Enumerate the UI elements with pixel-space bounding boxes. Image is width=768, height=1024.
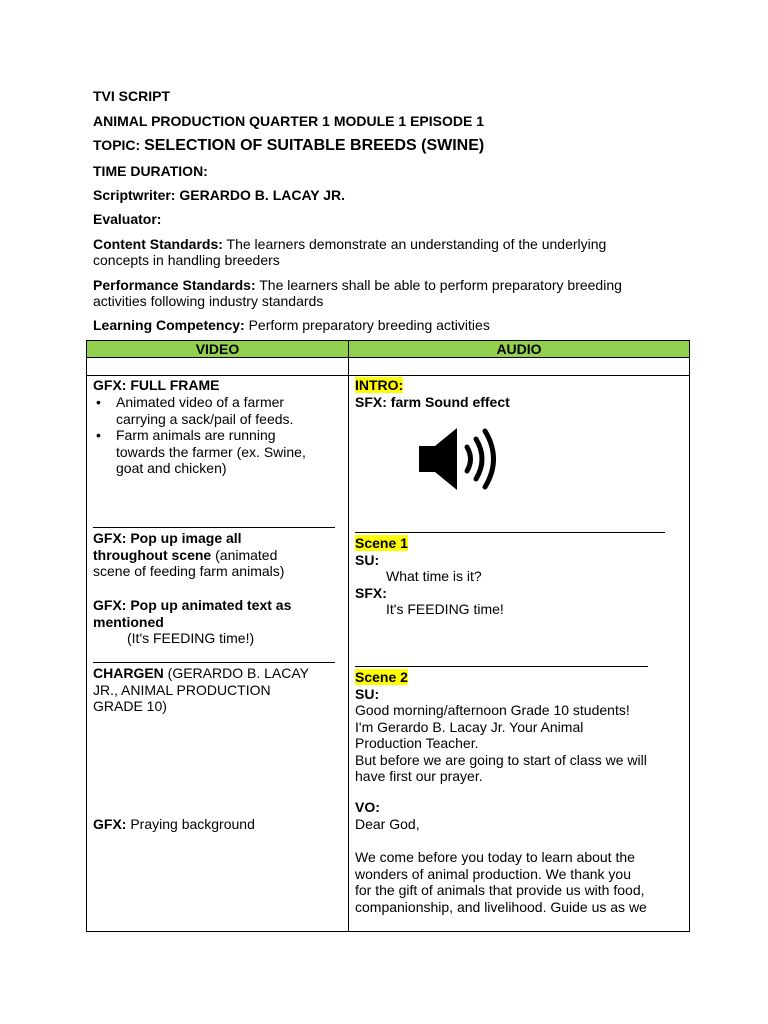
content-standards-label: Content Standards: bbox=[93, 236, 223, 252]
scene-1-sfx: SFX: bbox=[355, 585, 387, 601]
divider bbox=[355, 666, 648, 667]
intro-label: INTRO: bbox=[355, 377, 404, 393]
gfx-praying-background: GFX: Praying background bbox=[93, 816, 255, 832]
divider bbox=[355, 532, 665, 533]
scene-1-label: Scene 1 bbox=[355, 535, 408, 551]
content-standards bbox=[93, 236, 693, 268]
topic-line bbox=[93, 137, 693, 154]
episode-line: ANIMAL PRODUCTION QUARTER 1 MODULE 1 EPISODE 1 bbox=[93, 113, 485, 129]
learning-competency-label: Learning Competency: bbox=[93, 317, 245, 333]
performance-standards bbox=[93, 277, 693, 309]
video-column-header: VIDEO bbox=[87, 341, 349, 358]
doc-title: TVI SCRIPT bbox=[93, 88, 171, 104]
scene-1-su: SU: bbox=[355, 552, 380, 568]
gfx-pop-up-text: GFX: Pop up animated text as mentioned (It's FEEDING time!) bbox=[93, 597, 292, 646]
scene-1-su-line: What time is it? bbox=[386, 568, 482, 584]
scene-2-su: SU: bbox=[355, 686, 380, 702]
spacer-cell-video bbox=[87, 358, 349, 376]
vo-prayer-text: We come before you today to learn about the wonders of animal production. We thank you for the gift of animals that provide us with food, companionship, and livelihood. Guide us as we bbox=[355, 849, 647, 915]
script-table bbox=[86, 340, 690, 932]
divider bbox=[93, 662, 335, 663]
chargen: CHARGEN (GERARDO B. LACAY JR., ANIMAL PRODUCTION GRADE 10) bbox=[93, 665, 309, 714]
spacer-cell-audio bbox=[349, 358, 690, 376]
scene-1-sfx-line: It's FEEDING time! bbox=[386, 601, 504, 617]
scene-2-label: Scene 2 bbox=[355, 669, 408, 685]
evaluator: Evaluator: bbox=[93, 211, 162, 227]
performance-standards-text-2: activities following industry standards bbox=[93, 293, 324, 309]
scene-2-su-text: Good morning/afternoon Grade 10 students! I'm Gerardo B. Lacay Jr. Your Animal Production Teacher. But before we are going to start of class we will have first our prayer. bbox=[355, 702, 647, 784]
list-item: • Animated video of a farmer carrying a sack/pail of feeds. bbox=[93, 394, 343, 427]
vo-greeting: Dear God, bbox=[355, 816, 420, 832]
gfx-full-frame-list bbox=[93, 394, 343, 477]
performance-standards-text-1: The learners shall be able to perform preparatory breeding bbox=[255, 277, 622, 293]
gfx-full-frame: GFX: FULL FRAME bbox=[93, 377, 220, 393]
speaker-icon bbox=[417, 426, 501, 492]
topic-label: TOPIC: bbox=[93, 137, 145, 153]
list-item: • Farm animals are running towards the farmer (ex. Swine, goat and chicken) bbox=[93, 427, 343, 477]
learning-competency-text: Perform preparatory breeding activities bbox=[244, 317, 490, 333]
time-duration: TIME DURATION: bbox=[93, 163, 208, 179]
sfx-farm-sound: SFX: farm Sound effect bbox=[355, 394, 510, 410]
performance-standards-label: Performance Standards: bbox=[93, 277, 256, 293]
video-cell bbox=[87, 376, 349, 932]
audio-column-header: AUDIO bbox=[349, 341, 690, 358]
scriptwriter: Scriptwriter: GERARDO B. LACAY JR. bbox=[93, 187, 346, 203]
audio-cell bbox=[349, 376, 690, 932]
divider bbox=[93, 527, 335, 528]
content-standards-text-2: concepts in handling breeders bbox=[93, 252, 280, 268]
vo-label: VO: bbox=[355, 799, 380, 815]
gfx-pop-up-image: GFX: Pop up image all throughout scene (animated scene of feeding farm animals) bbox=[93, 530, 285, 579]
learning-competency bbox=[93, 317, 693, 333]
content-standards-text-1: The learners demonstrate an understanding of the underlying bbox=[222, 236, 607, 252]
topic-value: SELECTION OF SUITABLE BREEDS (SWINE) bbox=[144, 137, 485, 154]
